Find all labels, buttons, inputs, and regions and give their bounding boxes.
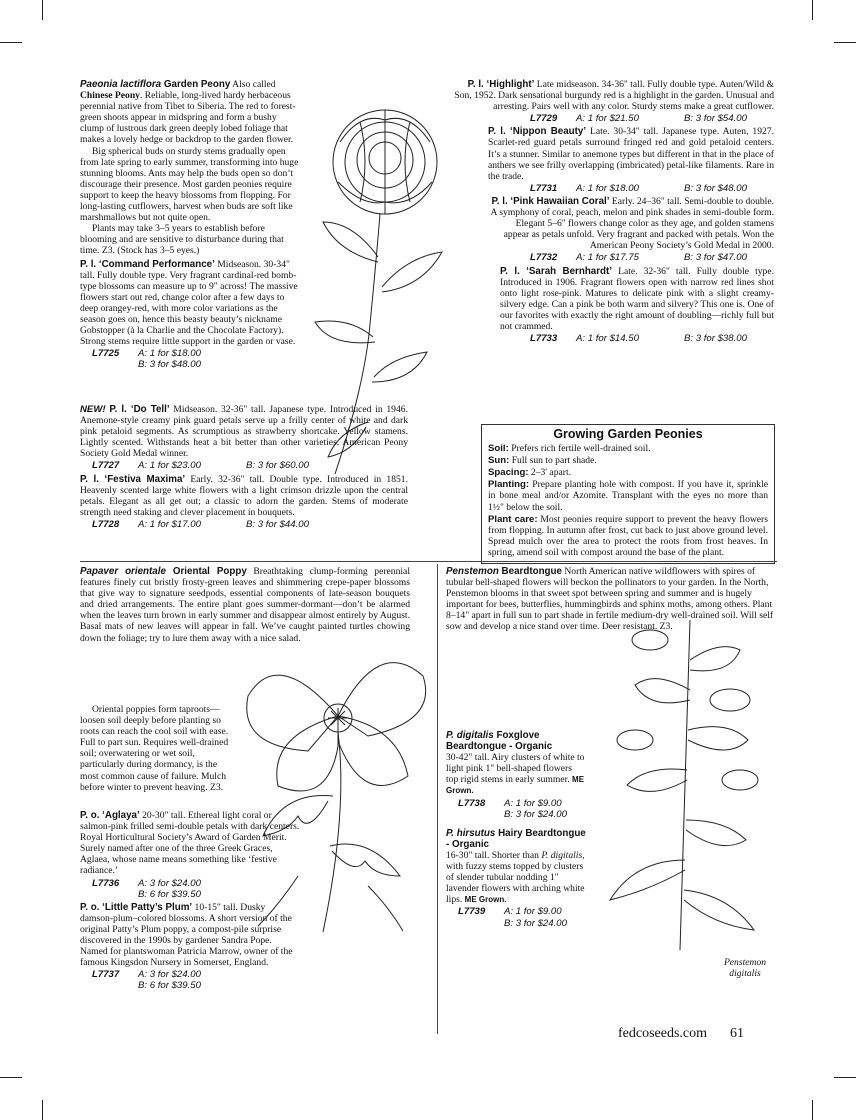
variety-nippon-beauty: P. l. ‘Nippon Beauty’ Late. 30-34" tall. Japanese type. Auten, 1927. Scarlet-red guard petals surround fringed red and gold petaloid centers. It’s a stunner. Similar to anemone types but different in that in the place of anthers we see frilly overlapping (imbricated) petal-like filaments. Rare in the trade. L7731 A: 1 for $18.00 B: 3 for $48.00 <box>488 126 775 194</box>
poppy-p2: Oriental poppies form taproots—loosen soil deeply before planting so roots can reach the cool soil with ease. Full to part sun. Requires well-drained soil; overwatering or wet soil, particularly during dormancy, is the most common cause of failure. Mulch before winter to prevent heaving. Z3. <box>80 704 229 793</box>
box-title: Growing Garden Peonies <box>553 427 703 441</box>
new-badge: NEW! <box>80 404 106 415</box>
box-row-soil: Soil: Prefers rich fertile well-drained soil. <box>488 443 651 455</box>
me-grown-badge: ME Grown. <box>464 895 507 905</box>
crop-mark <box>0 1077 22 1078</box>
peony-intro-column: Paeonia lactiflora Garden Peony Also called Chinese Peony. Reliable, long-lived hardy herbaceous perennial native from Tibet to Siberia. The red to forest-green shoots appear in midspring and form a bushy clump of lustrous dark green deeply lobed foliage that makes a lovely hedge or backdrop to the garden flower. Big spherical buds on sturdy stems gradually open from late spring to early summer, transforming into huge stunning blooms. Ants may help the buds open so don’t discourage their presence. Most garden peonies require support to keep the heavy blossoms from flopping. For long-lasting cutflowers, harvest when buds are soft like marshmallows but not quite open. Plants may take 3–5 years to establish before blooming and are sensitive to disturbance during that time. Z3. (Stock has 3–5 eyes.) P. l. ‘Command Performance’ Midseason. 30-34" tall. Fully double type. Very fragrant cardinal-red bomb-type blossoms can measure up to 9" across! The massive flowers start out red, change color after a few days to deep orangey-red, with more color variations as the season goes on, hence this beasty beauty’s nickname Gobstopper (à la Charlie and the Chocolate Factory). Strong stems require little support in the garden or vase. L7725 A: 1 for $18.00 B: 3 for $48.00 <box>80 79 299 371</box>
penstemon-varieties <box>446 730 586 931</box>
variety-little-pattys-plum: P. o. ‘Little Patty’s Plum’ 10-15" tall. Dusky damson-plum–colored blossoms. A short version of the original Patty’s Plum poppy, a compost-pile surprise discovered in the 1990s by gardener Sandra Pope. Named for plantswoman Patricia Marrow, owner of the famous Kingsdon Nursery in Somerset, England. L7737 A: 3 for $24.00 B: 6 for $39.50 <box>80 901 293 992</box>
box-row-plant-care: Plant care: Most peonies require support to prevent the heavy flowers from flopping. In autumn after frost, cut back to just above ground level. Spread mulch over the area to protect the roots from frost heaves. In spring, amend soil with compost around the base of the plant. <box>488 513 768 558</box>
peony-intro-p3: Plants may take 3–5 years to establish before blooming and are sensitive to disturbance during that time. Z3. (Stock has 3–5 eyes.) <box>80 223 284 257</box>
price-option-b: B: 3 for $48.00 <box>138 359 201 371</box>
page-number: 61 <box>730 1026 745 1041</box>
crop-mark <box>42 0 43 20</box>
penstemon-section: Penstemon Beardtongue North American native wildflowers with spires of tubular bell-shaped flowers will beckon the pollinators to your garden. In the North, Penstemon blooms in that sweet spot between spring and summer and is hugely important for bees, butterflies, hummingbirds and sphinx moths, among others. Plant 8–14" apart in full sun to part shade in fertile medium-dry well-drained soil. Will self sow and develop a nice stand over time. Deer resistant. Z3. <box>446 566 774 633</box>
variety-pink-hawaiian-coral: P. l. ‘Pink Hawaiian Coral’ Early. 24–36" tall. Semi-double to double. A symphony of coral, peach, melon and pink shades in semi-double form. Elegant 5–6" flowers change color as they age, and golden stamens appear as petals unfold. Very fragrant and packed with petals. Won the American Peony Society’s Gold Medal in 2000. L7732 A: 1 for $17.75 B: 3 for $47.00 <box>490 195 774 264</box>
box-row-planting: Planting: Prepare planting hole with compost. If you have it, sprinkle in bone meal and/or Azomite. Transplant with the eyes no more than 1½" below the soil. <box>488 479 768 513</box>
variety-p-hirsutus: P. hirsutus Hairy Beardtongue - Organic 16-30" tall. Shorter than P. digitalis, with fuzzy stems topped by clusters of slender tubular nodding 1" lavender flowers with arching white lips. ME Grown. L7739 A: 1 for $9.00 B: 3 for $24.00 <box>446 827 586 929</box>
poppy-section: Papaver orientale Oriental Poppy Breathtaking clump-forming perennial features finely cut bristly frosty-green leaves and shimmering crepe-paper blossoms that give way to signature seedpods, essential components of late-season bouquets and dried arrangements. The entire plant goes summer-dormant—don’t be alarmed when the leaves turn brown in early summer and disappear almost entirely by August. Basal mats of new leaves will appear in fall. We’ve caught painted turtles chowing down the foliage; try to lure them away with a nice salad. <box>80 566 410 644</box>
crop-mark <box>812 0 813 20</box>
variety-command-performance: P. l. ‘Command Performance’ Midseason. 30-34" tall. Fully double type. Very fragrant cardinal-red bomb-type blossoms can measure up to 9" across! The massive flowers start out red, change color after a few days to deep orangey-red, with more color variations as the season goes on, hence this beasty beauty’s nickname Gobstopper (à la Charlie and the Chocolate Factory). Strong stems require little support in the garden or vase. L7725 A: 1 for $18.00 B: 3 for $48.00 <box>80 259 300 371</box>
variety-do-tell: NEW! P. l. ‘Do Tell’ Midseason. 32-36" tall. Japanese type. Introduced in 1946. Anemone-style creamy pink guard petals serve up a frilly center of white and dark pink petaloid segments. As scrumptious as strawberry shortcake. Yellow stamens. Lightly scented. Withstands heat a bit better than other varieties. American Peony Society Gold Medal winner. L7727 A: 1 for $23.00 B: 3 for $60.00 <box>80 404 408 472</box>
variety-aglaya: P. o. ‘Aglaya’ 20-30" tall. Ethereal light coral or salmon-pink frilled semi-double petals with dark centers. Royal Horticultural Society’s Award of Garden Merit. Surely named after one of the three Greek Graces, Aglaea, whose name means something like ‘festive radiance.’ L7736 A: 3 for $24.00 B: 6 for $39.50 <box>80 810 300 900</box>
crop-mark <box>0 42 22 43</box>
crop-mark <box>812 1100 813 1120</box>
peony-title: Paeonia lactiflora Garden Peony <box>80 79 231 90</box>
section-divider <box>80 561 777 562</box>
crop-mark <box>42 1100 43 1120</box>
peony-varieties-lower <box>80 404 408 532</box>
sku: L7725 <box>92 348 120 360</box>
footer-website: fedcoseeds.com <box>618 1026 708 1041</box>
poppy-varieties <box>80 810 300 994</box>
penstemon-title: Penstemon Beardtongue <box>446 566 562 577</box>
peony-varieties-right <box>448 79 774 346</box>
box-row-spacing: Spacing: 2–3' apart. <box>488 467 572 479</box>
peony-intro-p2: Big spherical buds on sturdy stems gradually open from late spring to early summer, transforming into huge stunning blooms. Ants may help the buds open so don’t discourage their presence. Most garden peonies require support to keep the heavy blossoms from flopping. For long-lasting cutflowers, harvest when buds are soft like marshmallows but not quite open. <box>80 145 299 224</box>
growing-peonies-box <box>481 424 775 564</box>
me-grown-badge: ME Grown. <box>446 775 585 796</box>
price-option-a: A: 1 for $18.00 <box>138 348 201 360</box>
poppy-title: Papaver orientale Oriental Poppy <box>80 566 247 577</box>
footer <box>618 1026 744 1042</box>
crop-mark <box>834 1077 856 1078</box>
crop-mark <box>834 42 856 43</box>
column-divider <box>437 564 438 1034</box>
variety-sarah-bernhardt: P. l. ‘Sarah Bernhardt’ Late. 32-36" tall. Fully double type. Introduced in 1906. Fragrant flowers open with narrow red lines shot onto light rose-pink. Matures to delicate pink with a slight creamy-silvery edge. Can a pink be both warm and silvery? This one is. One of our favorites with exactly the right amount of doubling—richly full but not crammed. L7733 A: 1 for $14.50 B: 3 for $38.00 <box>500 265 774 345</box>
variety-festiva-maxima: P. l. ‘Festiva Maxima’ Early. 32-36" tall. Double type. Introduced in 1851. Heavenly scented large white flowers with a light crimson drizzle upon the central petals. Elegant as all get out; a classic to adorn the garden. Stems of moderate strength need staking and clever placement in bouquets. L7728 A: 1 for $17.00 B: 3 for $44.00 <box>80 473 409 530</box>
penstemon-illustration <box>590 600 780 960</box>
variety-p-digitalis: P. digitalis Foxglove Beardtongue - Organic 30-42" tall. Airy clusters of white to light pink 1" bell-shaped flowers top rigid stems in early summer. ME Grown. L7738 A: 1 for $9.00 B: 3 for $24.00 <box>446 730 585 820</box>
box-row-sun: Sun: Full sun to part shade. <box>488 455 597 467</box>
variety-highlight: P. l. ‘Highlight’ Late midseason. 34-36" tall. Fully double type. Auten/Wild & Son, 1952. Dark sensational burgundy red is a highlight in the garden. Unusual and arresting. Pairs well with any color. Sturdy stems make a great cutflower. L7729 A: 1 for $21.50 B: 3 for $54.00 <box>454 79 774 125</box>
penstemon-caption: Penstemon digitalis <box>723 957 767 979</box>
